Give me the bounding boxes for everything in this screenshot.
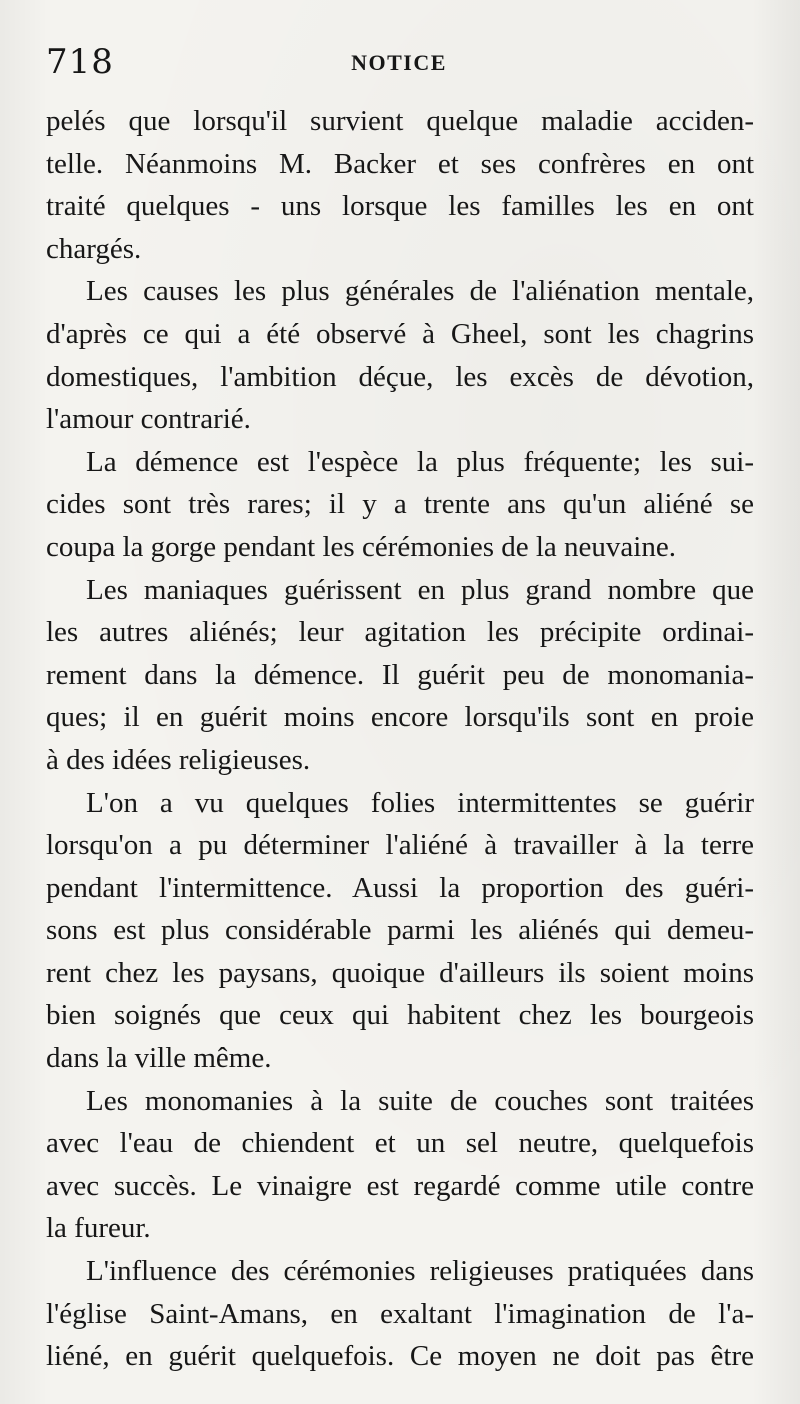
text-line: telle. Néanmoins M. Backer et ses confrères en ont: [46, 147, 754, 180]
text-line: dans la ville même.: [46, 1042, 272, 1075]
text-line: bien soignés que ceux qui habitent chez les bourgeois: [46, 999, 754, 1032]
text-line: La démence est l'espèce la plus fréquente; les sui-: [86, 445, 754, 478]
text-line: chargés.: [46, 232, 142, 265]
text-line: ques; il en guérit moins encore lorsqu'ils sont en proie: [46, 701, 754, 734]
text-line: cides sont très rares; il y a trente ans qu'un aliéné se: [46, 488, 754, 521]
text-line: pendant l'intermittence. Aussi la proportion des guéri-: [46, 871, 754, 904]
text-line: à des idées religieuses.: [46, 743, 311, 776]
text-line: d'après ce qui a été observé à Gheel, sont les chagrins: [46, 317, 754, 350]
text-line: coupa la gorge pendant les cérémonies de la neuvaine.: [46, 530, 676, 563]
text-line: rent chez les paysans, quoique d'ailleurs ils soient moins: [46, 956, 754, 989]
text-line: l'amour contrarié.: [46, 403, 251, 436]
text-line: les autres aliénés; leur agitation les précipite ordinai-: [46, 616, 754, 649]
text-line: liéné, en guérit quelquefois. Ce moyen ne doit pas être: [46, 1340, 754, 1373]
text-line: l'église Saint-Amans, en exaltant l'imagination de l'a-: [46, 1297, 754, 1330]
text-line: avec l'eau de chiendent et un sel neutre, quelquefois: [46, 1127, 754, 1160]
text-line: pelés que lorsqu'il survient quelque maladie acciden-: [46, 105, 754, 137]
page-number: 718: [46, 42, 114, 82]
running-head: NOTICE: [351, 50, 447, 75]
text-line: avec succès. Le vinaigre est regardé comme utile contre: [46, 1169, 754, 1202]
body-text: [46, 100, 754, 1378]
text-line: Les causes les plus générales de l'aliénation mentale,: [86, 275, 754, 308]
text-line: traité quelques - uns lorsque les familles les en ont: [46, 190, 754, 223]
page-header: [46, 42, 752, 82]
text-line: sons est plus considérable parmi les aliénés qui demeu-: [46, 914, 754, 947]
text-line: L'on a vu quelques folies intermittentes se guérir: [86, 786, 754, 819]
text-line: Les maniaques guérissent en plus grand nombre que: [86, 573, 754, 606]
text-line: domestiques, l'ambition déçue, les excès de dévotion,: [46, 360, 754, 393]
text-line: Les monomanies à la suite de couches sont traitées: [86, 1084, 754, 1117]
text-line: rement dans la démence. Il guérit peu de monomania-: [46, 658, 754, 691]
text-line: la fureur.: [46, 1212, 151, 1245]
text-line: lorsqu'on a pu déterminer l'aliéné à travailler à la terre: [46, 829, 754, 862]
text-line: L'influence des cérémonies religieuses pratiquées dans: [86, 1255, 754, 1288]
